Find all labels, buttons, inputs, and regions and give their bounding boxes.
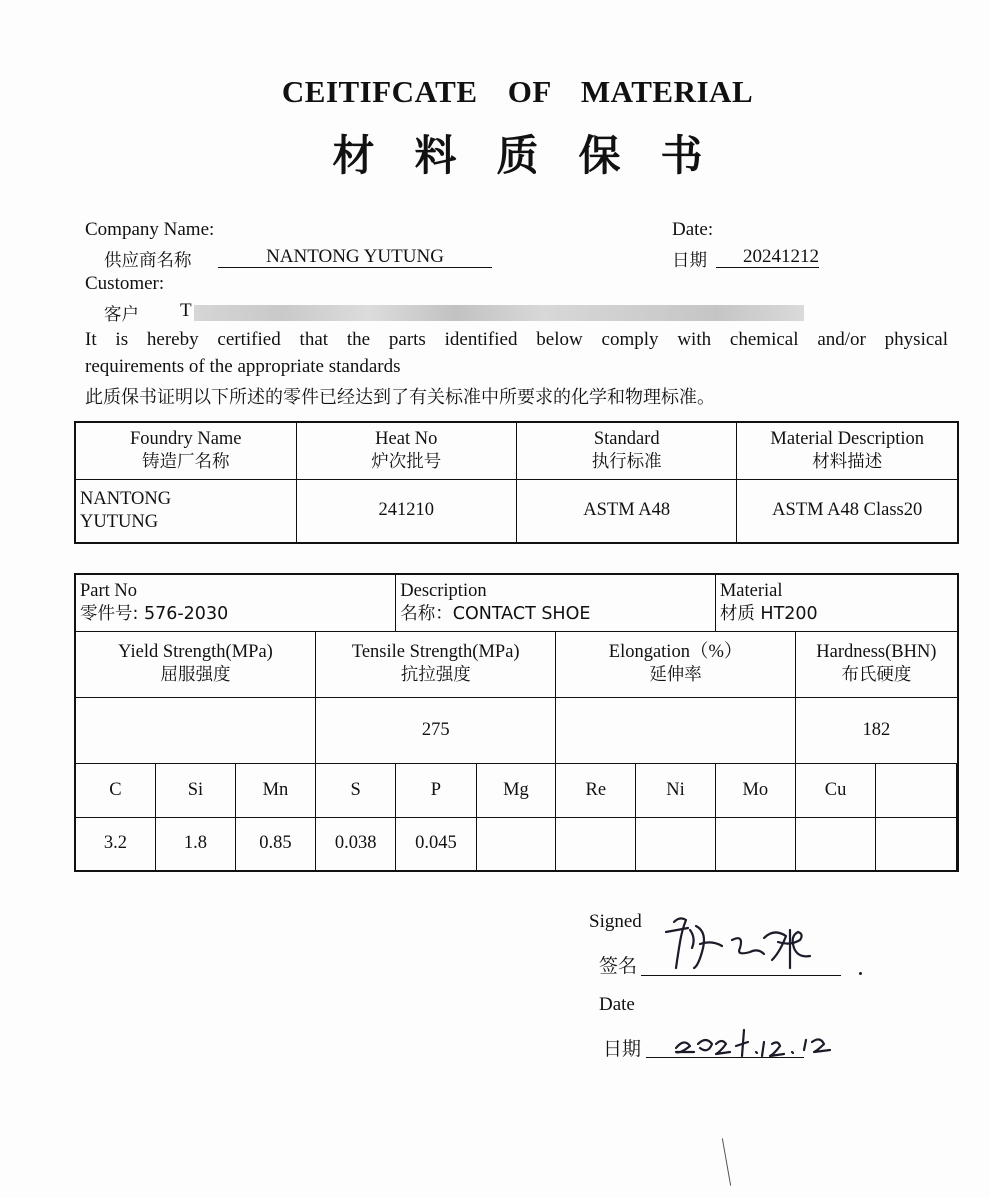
statement-en-line1: It is hereby certified that the parts identified below comply with chemical and/or physical — [85, 329, 948, 350]
chem-value-re — [556, 817, 636, 871]
chem-header-s: S — [316, 763, 396, 817]
heat-no-cell: 241210 — [296, 479, 516, 543]
company-name-value: NANTONG YUTUNG — [218, 246, 492, 268]
title-cn-char: 料 — [414, 131, 457, 180]
yield-strength-header: Yield Strength(MPa) 屈服强度 — [75, 631, 316, 697]
heat-no-header: Heat No 炉次批号 — [296, 422, 516, 479]
yield-strength-value — [75, 697, 316, 763]
hardness-value: 182 — [795, 697, 958, 763]
ink-dot — [859, 972, 862, 975]
part-no-cell — [75, 574, 396, 631]
chem-header-blank — [876, 763, 957, 817]
chem-value-mn: 0.85 — [235, 817, 315, 871]
tensile-strength-header: Tensile Strength(MPa) 抗拉强度 — [316, 631, 556, 697]
chem-header-si: Si — [155, 763, 235, 817]
date-label-sign-cn: 日期 — [603, 1038, 642, 1060]
date-label-en: Date: — [672, 219, 714, 240]
material-description-cell: ASTM A48 Class20 — [737, 479, 958, 543]
chem-value-mo — [715, 817, 795, 871]
certificate-title-en: CEITIFCATE OF MATERIAL — [281, 74, 754, 109]
chem-value-mg — [476, 817, 556, 871]
customer-label-cn: 客户 — [104, 305, 139, 325]
material-label: Material — [719, 580, 783, 601]
stray-pen-mark — [722, 1138, 731, 1185]
material-description-header: Material Description 材料描述 — [737, 422, 958, 479]
company-label-en: Company Name: — [85, 219, 215, 240]
description-cell — [396, 574, 716, 631]
statement-en-line2: requirements of the appropriate standards — [85, 356, 401, 377]
standard-cell: ASTM A48 — [516, 479, 736, 543]
chem-value-filler — [956, 817, 958, 871]
signed-label-en: Signed — [589, 911, 642, 932]
chem-value-si: 1.8 — [155, 817, 235, 871]
handwritten-signature — [640, 912, 840, 974]
title-cn-char: 材 — [332, 131, 375, 180]
date-label-sign-en: Date — [599, 994, 635, 1015]
chem-header-ni: Ni — [636, 763, 716, 817]
material-value: 材质 HT200 — [719, 603, 818, 624]
date-value: 20241212 — [716, 246, 819, 268]
part-properties-table — [74, 573, 959, 872]
tensile-strength-value: 275 — [316, 697, 556, 763]
customer-redacted-block — [194, 304, 804, 322]
certificate-title-cn — [0, 123, 990, 183]
chem-header-cu: Cu — [795, 763, 876, 817]
statement-cn: 此质保书证明以下所述的零件已经达到了有关标准中所要求的化学和物理标准。 — [85, 387, 715, 408]
foundry-name-cell: NANTONG YUTUNG — [75, 479, 296, 543]
chem-header-mo: Mo — [715, 763, 795, 817]
part-no-value: 零件号: 576-2030 — [80, 603, 229, 624]
standard-header: Standard 执行标准 — [516, 422, 736, 479]
title-cn-char: 保 — [578, 131, 621, 180]
part-no-label: Part No — [80, 580, 138, 601]
chem-header-mg: Mg — [476, 763, 556, 817]
chem-value-s: 0.038 — [316, 817, 396, 871]
title-cn-char: 书 — [660, 131, 703, 180]
title-cn-char: 质 — [496, 131, 539, 180]
chem-value-blank — [876, 817, 957, 871]
chem-value-cu — [795, 817, 876, 871]
hardness-header: Hardness(BHN) 布氏硬度 — [795, 631, 958, 697]
signed-label-cn: 签名 — [599, 955, 638, 977]
description-value: 名称：CONTACT SHOE — [400, 603, 591, 624]
customer-value: T — [180, 300, 192, 321]
foundry-table — [74, 421, 959, 544]
chem-value-p: 0.045 — [396, 817, 476, 871]
handwritten-date — [670, 1022, 840, 1062]
customer-label-en: Customer: — [85, 273, 165, 294]
material-cell — [715, 574, 958, 631]
chem-header-filler — [956, 763, 958, 817]
chem-header-p: P — [396, 763, 476, 817]
company-label-cn: 供应商名称 — [104, 251, 192, 271]
chem-header-mn: Mn — [235, 763, 315, 817]
elongation-header: Elongation（%） 延伸率 — [556, 631, 795, 697]
elongation-value — [556, 697, 795, 763]
date-label-cn: 日期 — [672, 251, 707, 271]
description-label: Description — [400, 580, 487, 601]
chem-header-c: C — [75, 763, 155, 817]
chem-value-ni — [636, 817, 716, 871]
chem-value-c: 3.2 — [75, 817, 155, 871]
signature-line — [641, 974, 841, 976]
foundry-name-header: Foundry Name 铸造厂名称 — [75, 422, 296, 479]
chem-header-re: Re — [556, 763, 636, 817]
